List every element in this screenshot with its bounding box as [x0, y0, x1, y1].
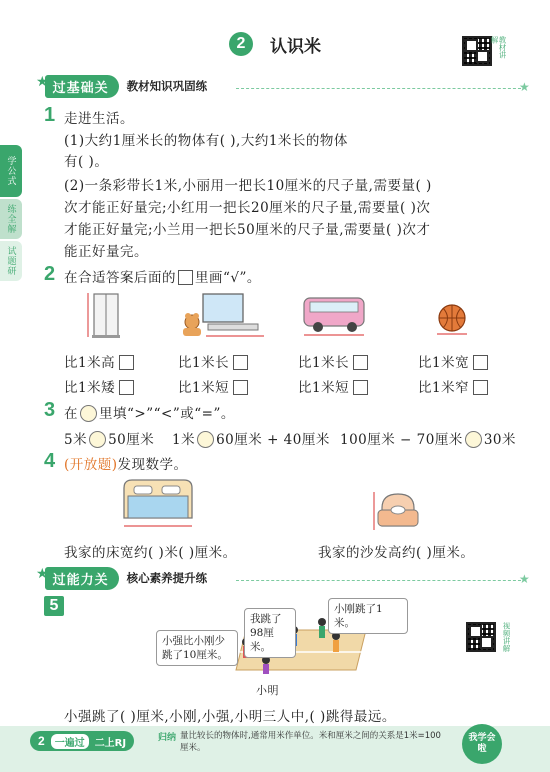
cabinet-illustration: [78, 290, 128, 340]
side-tab-2[interactable]: 练全解: [0, 199, 22, 239]
section-tag: 过基础关: [45, 75, 119, 98]
side-tab-3[interactable]: 试题研: [0, 241, 22, 281]
qr-caption: 教材讲解: [490, 36, 507, 59]
q2-option-ball-1: 比1米宽: [418, 351, 488, 371]
section-banner-basic: [36, 75, 207, 97]
answer-box[interactable]: [473, 380, 488, 395]
section-banner-ability: [36, 567, 207, 589]
speech-bubble-qiang: 小强比小刚少跳了10厘米。: [156, 630, 238, 666]
question-number: 5: [44, 596, 64, 616]
q3-item-3: 100厘米 − 70厘米 30米: [340, 432, 517, 448]
answer-box[interactable]: [233, 355, 248, 370]
q1-line-1: (1)大约1厘米长的物体有( ),大约1米长的物体: [64, 133, 348, 149]
q5-answer-line: 小强跳了( )厘米,小刚,小强,小明三人中,( )跳得最远。: [64, 709, 396, 725]
answer-box[interactable]: [233, 380, 248, 395]
q3-item-1: 5米 50厘米: [64, 432, 155, 448]
q3-item-2: 1米 60厘米 + 40厘米: [172, 432, 330, 448]
side-tab-1[interactable]: 学公式: [0, 145, 22, 197]
answer-box[interactable]: [473, 355, 488, 370]
q1-line-5: 才能正好量完;小兰用一把长50厘米的尺子量,需要量( )次才: [64, 222, 431, 238]
compare-circle-sample: [80, 405, 97, 422]
q1-line-3: (2)一条彩带长1米,小丽用一把长10厘米的尺子量,需要量( ): [64, 178, 432, 194]
answer-box[interactable]: [119, 355, 134, 370]
answer-box[interactable]: [119, 380, 134, 395]
q4-bed-answer: 我家的床宽约( )米( )厘米。: [64, 545, 237, 561]
section-divider: [236, 580, 526, 581]
answer-box[interactable]: [353, 355, 368, 370]
lesson-number-badge: 2: [229, 32, 253, 56]
footer-page-pill: [30, 731, 134, 751]
compare-circle[interactable]: [197, 431, 214, 448]
question-number: 1: [44, 104, 56, 126]
brand-label: 一遍过: [51, 734, 89, 749]
badge-i-learned: 我学会啦: [462, 724, 502, 764]
section-subtitle: 核心素养提升练: [126, 571, 208, 585]
question-number: 4: [44, 450, 56, 472]
question-intro: 走进生活。: [64, 111, 134, 127]
qr-code-icon[interactable]: [462, 36, 492, 66]
compare-circle[interactable]: [465, 431, 482, 448]
q2-option-ball-2: 比1米窄: [418, 376, 488, 396]
q1-line-6: 能正好量完。: [64, 244, 148, 260]
q2-option-bus-2: 比1米短: [298, 376, 368, 396]
section-divider: [236, 88, 526, 89]
page-number: 2: [38, 734, 45, 748]
note-label: 归纳: [158, 733, 177, 743]
qr-code-icon[interactable]: [466, 622, 496, 652]
q2-option-bus-1: 比1米长: [298, 351, 368, 371]
section-tag: 过能力关: [45, 567, 119, 590]
q1-line-2: 有( )。: [64, 154, 109, 170]
speech-bubble-gang: 小刚跳了1米。: [328, 598, 408, 634]
star-icon: ★: [36, 74, 49, 90]
question-number: 3: [44, 399, 56, 421]
star-icon: ★: [519, 80, 530, 94]
page-title: 认识米: [270, 37, 321, 57]
star-icon: ★: [36, 566, 49, 582]
answer-box[interactable]: [353, 380, 368, 395]
answer-box-sample: [178, 270, 193, 285]
q2-option-cabinet-2: 比1米矮: [64, 376, 134, 396]
bed-illustration: [118, 474, 198, 530]
open-question-tag: (开放题): [64, 457, 118, 473]
speech-bubble-ming: 我跳了98厘米。: [244, 608, 296, 658]
label-xiaoming: 小明: [256, 684, 279, 697]
q2-option-computer-2: 比1米短: [178, 376, 248, 396]
q2-option-cabinet-1: 比1米高: [64, 351, 134, 371]
question-number: 2: [44, 263, 56, 285]
q1-line-4: 次才能正好量完;小红用一把长20厘米的尺子量,需要量( )次: [64, 200, 431, 216]
note-text: 量比较长的物体时,通常用米作单位。米和厘米之间的关系是1米=100厘米。: [180, 731, 441, 753]
star-icon: ★: [519, 572, 530, 586]
q4-sofa-answer: 我家的沙发高约( )厘米。: [318, 545, 475, 561]
grade-label: 二上RJ: [94, 737, 127, 749]
basketball-illustration: [432, 298, 472, 338]
lesson-header: [0, 28, 550, 60]
q2-option-computer-1: 比1米长: [178, 351, 248, 371]
bus-illustration: [300, 292, 370, 338]
qr-caption: 视频讲解: [502, 622, 511, 652]
compare-circle[interactable]: [89, 431, 106, 448]
sofa-illustration: [368, 486, 428, 536]
q4-instruction: (开放题)发现数学。: [64, 457, 188, 473]
q3-instruction: 在 里填“>”“<”或“=”。: [64, 406, 235, 422]
computer-illustration: [178, 290, 268, 340]
q2-instruction: 在合适答案后面的 里画“√”。: [64, 270, 261, 286]
section-subtitle: 教材知识巩固练: [126, 79, 208, 93]
